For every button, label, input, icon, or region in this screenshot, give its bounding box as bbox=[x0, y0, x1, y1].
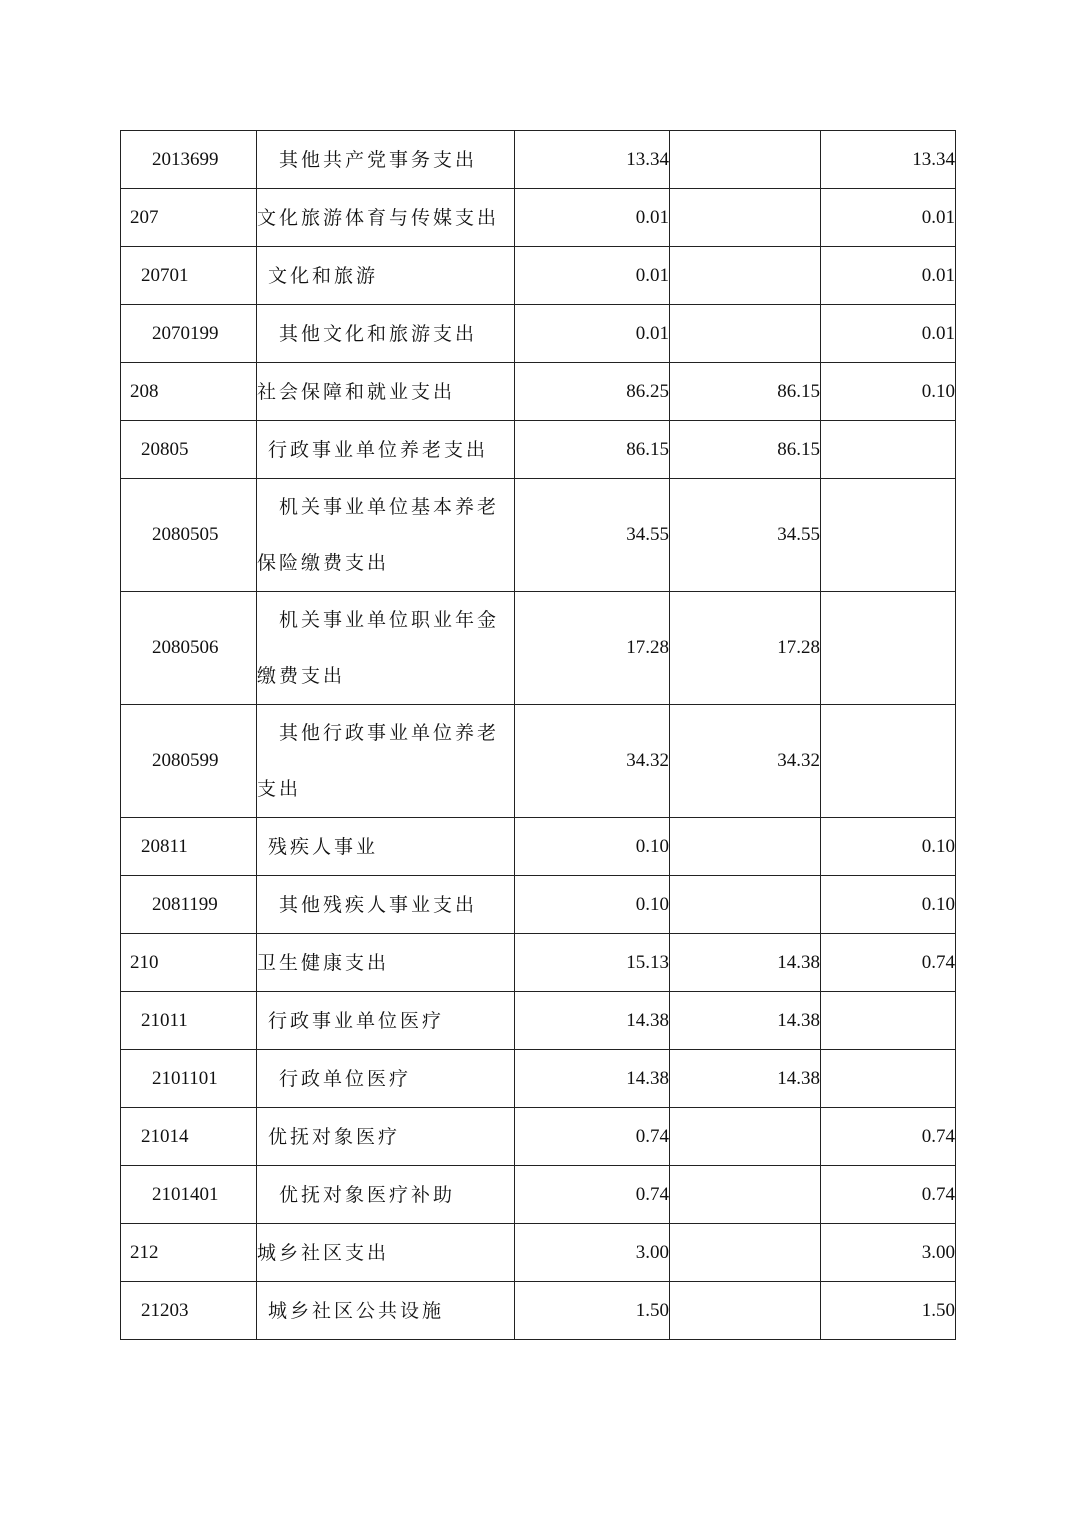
project-expenditure-cell bbox=[821, 592, 956, 705]
basic-expenditure-cell bbox=[670, 131, 821, 189]
total-amount-cell: 3.00 bbox=[515, 1224, 670, 1282]
subject-code-cell: 21014 bbox=[121, 1108, 257, 1166]
basic-expenditure-cell bbox=[670, 818, 821, 876]
table-row bbox=[121, 363, 956, 421]
subject-name-cell: 行政事业单位医疗 bbox=[257, 992, 515, 1050]
subject-code-cell: 2080506 bbox=[121, 592, 257, 705]
table-row bbox=[121, 876, 956, 934]
total-amount-cell: 0.01 bbox=[515, 247, 670, 305]
subject-name-cell: 行政单位医疗 bbox=[257, 1050, 515, 1108]
basic-expenditure-cell bbox=[670, 1166, 821, 1224]
subject-name-cell: 社会保障和就业支出 bbox=[257, 363, 515, 421]
basic-expenditure-cell: 14.38 bbox=[670, 934, 821, 992]
subject-code-cell: 21203 bbox=[121, 1282, 257, 1340]
subject-code-cell: 208 bbox=[121, 363, 257, 421]
subject-name-cell: 城乡社区支出 bbox=[257, 1224, 515, 1282]
project-expenditure-cell bbox=[821, 992, 956, 1050]
subject-code-cell: 21011 bbox=[121, 992, 257, 1050]
table-row bbox=[121, 189, 956, 247]
subject-code-cell: 2080505 bbox=[121, 479, 257, 592]
basic-expenditure-cell: 86.15 bbox=[670, 421, 821, 479]
basic-expenditure-cell: 14.38 bbox=[670, 1050, 821, 1108]
subject-name-cell: 机关事业单位基本养老保险缴费支出 bbox=[257, 479, 515, 592]
basic-expenditure-cell bbox=[670, 1108, 821, 1166]
project-expenditure-cell: 0.74 bbox=[821, 1166, 956, 1224]
project-expenditure-cell: 0.10 bbox=[821, 363, 956, 421]
table-row bbox=[121, 131, 956, 189]
basic-expenditure-cell bbox=[670, 189, 821, 247]
subject-name-cell: 城乡社区公共设施 bbox=[257, 1282, 515, 1340]
project-expenditure-cell: 0.74 bbox=[821, 934, 956, 992]
total-amount-cell: 15.13 bbox=[515, 934, 670, 992]
project-expenditure-cell bbox=[821, 421, 956, 479]
total-amount-cell: 34.55 bbox=[515, 479, 670, 592]
subject-name-cell: 卫生健康支出 bbox=[257, 934, 515, 992]
table-row bbox=[121, 818, 956, 876]
table-row bbox=[121, 247, 956, 305]
total-amount-cell: 0.74 bbox=[515, 1108, 670, 1166]
subject-code-cell: 20805 bbox=[121, 421, 257, 479]
total-amount-cell: 0.01 bbox=[515, 305, 670, 363]
subject-name-cell: 优抚对象医疗 bbox=[257, 1108, 515, 1166]
budget-expenditure-table bbox=[120, 130, 956, 1340]
project-expenditure-cell bbox=[821, 1050, 956, 1108]
table-row bbox=[121, 1282, 956, 1340]
subject-name-cell: 其他行政事业单位养老支出 bbox=[257, 705, 515, 818]
subject-code-cell: 212 bbox=[121, 1224, 257, 1282]
table-row bbox=[121, 1224, 956, 1282]
subject-name-cell: 行政事业单位养老支出 bbox=[257, 421, 515, 479]
basic-expenditure-cell: 17.28 bbox=[670, 592, 821, 705]
table-row bbox=[121, 934, 956, 992]
table-row bbox=[121, 705, 956, 818]
table-row bbox=[121, 1108, 956, 1166]
subject-name-cell: 文化旅游体育与传媒支出 bbox=[257, 189, 515, 247]
total-amount-cell: 86.15 bbox=[515, 421, 670, 479]
table-row bbox=[121, 592, 956, 705]
basic-expenditure-cell: 34.32 bbox=[670, 705, 821, 818]
table-row bbox=[121, 479, 956, 592]
subject-name-cell: 其他共产党事务支出 bbox=[257, 131, 515, 189]
basic-expenditure-cell: 14.38 bbox=[670, 992, 821, 1050]
budget-table-body bbox=[121, 131, 956, 1340]
table-row bbox=[121, 305, 956, 363]
total-amount-cell: 1.50 bbox=[515, 1282, 670, 1340]
total-amount-cell: 0.01 bbox=[515, 189, 670, 247]
subject-code-cell: 2080599 bbox=[121, 705, 257, 818]
project-expenditure-cell bbox=[821, 705, 956, 818]
basic-expenditure-cell: 86.15 bbox=[670, 363, 821, 421]
basic-expenditure-cell: 34.55 bbox=[670, 479, 821, 592]
subject-code-cell: 210 bbox=[121, 934, 257, 992]
basic-expenditure-cell bbox=[670, 876, 821, 934]
total-amount-cell: 14.38 bbox=[515, 1050, 670, 1108]
project-expenditure-cell: 0.10 bbox=[821, 876, 956, 934]
project-expenditure-cell: 3.00 bbox=[821, 1224, 956, 1282]
total-amount-cell: 86.25 bbox=[515, 363, 670, 421]
project-expenditure-cell: 0.01 bbox=[821, 189, 956, 247]
project-expenditure-cell: 0.10 bbox=[821, 818, 956, 876]
basic-expenditure-cell bbox=[670, 305, 821, 363]
basic-expenditure-cell bbox=[670, 1224, 821, 1282]
subject-code-cell: 2101101 bbox=[121, 1050, 257, 1108]
table-row bbox=[121, 1050, 956, 1108]
subject-name-cell: 残疾人事业 bbox=[257, 818, 515, 876]
subject-name-cell: 机关事业单位职业年金缴费支出 bbox=[257, 592, 515, 705]
subject-code-cell: 2013699 bbox=[121, 131, 257, 189]
total-amount-cell: 0.10 bbox=[515, 818, 670, 876]
total-amount-cell: 13.34 bbox=[515, 131, 670, 189]
project-expenditure-cell: 0.01 bbox=[821, 247, 956, 305]
project-expenditure-cell: 1.50 bbox=[821, 1282, 956, 1340]
total-amount-cell: 0.74 bbox=[515, 1166, 670, 1224]
total-amount-cell: 0.10 bbox=[515, 876, 670, 934]
subject-name-cell: 优抚对象医疗补助 bbox=[257, 1166, 515, 1224]
total-amount-cell: 17.28 bbox=[515, 592, 670, 705]
project-expenditure-cell: 0.01 bbox=[821, 305, 956, 363]
subject-code-cell: 2101401 bbox=[121, 1166, 257, 1224]
table-row bbox=[121, 992, 956, 1050]
subject-code-cell: 20701 bbox=[121, 247, 257, 305]
subject-code-cell: 2081199 bbox=[121, 876, 257, 934]
subject-name-cell: 其他残疾人事业支出 bbox=[257, 876, 515, 934]
subject-code-cell: 2070199 bbox=[121, 305, 257, 363]
subject-code-cell: 207 bbox=[121, 189, 257, 247]
total-amount-cell: 34.32 bbox=[515, 705, 670, 818]
table-row bbox=[121, 421, 956, 479]
project-expenditure-cell: 13.34 bbox=[821, 131, 956, 189]
subject-name-cell: 其他文化和旅游支出 bbox=[257, 305, 515, 363]
total-amount-cell: 14.38 bbox=[515, 992, 670, 1050]
project-expenditure-cell: 0.74 bbox=[821, 1108, 956, 1166]
project-expenditure-cell bbox=[821, 479, 956, 592]
subject-code-cell: 20811 bbox=[121, 818, 257, 876]
subject-name-cell: 文化和旅游 bbox=[257, 247, 515, 305]
basic-expenditure-cell bbox=[670, 247, 821, 305]
table-row bbox=[121, 1166, 956, 1224]
basic-expenditure-cell bbox=[670, 1282, 821, 1340]
